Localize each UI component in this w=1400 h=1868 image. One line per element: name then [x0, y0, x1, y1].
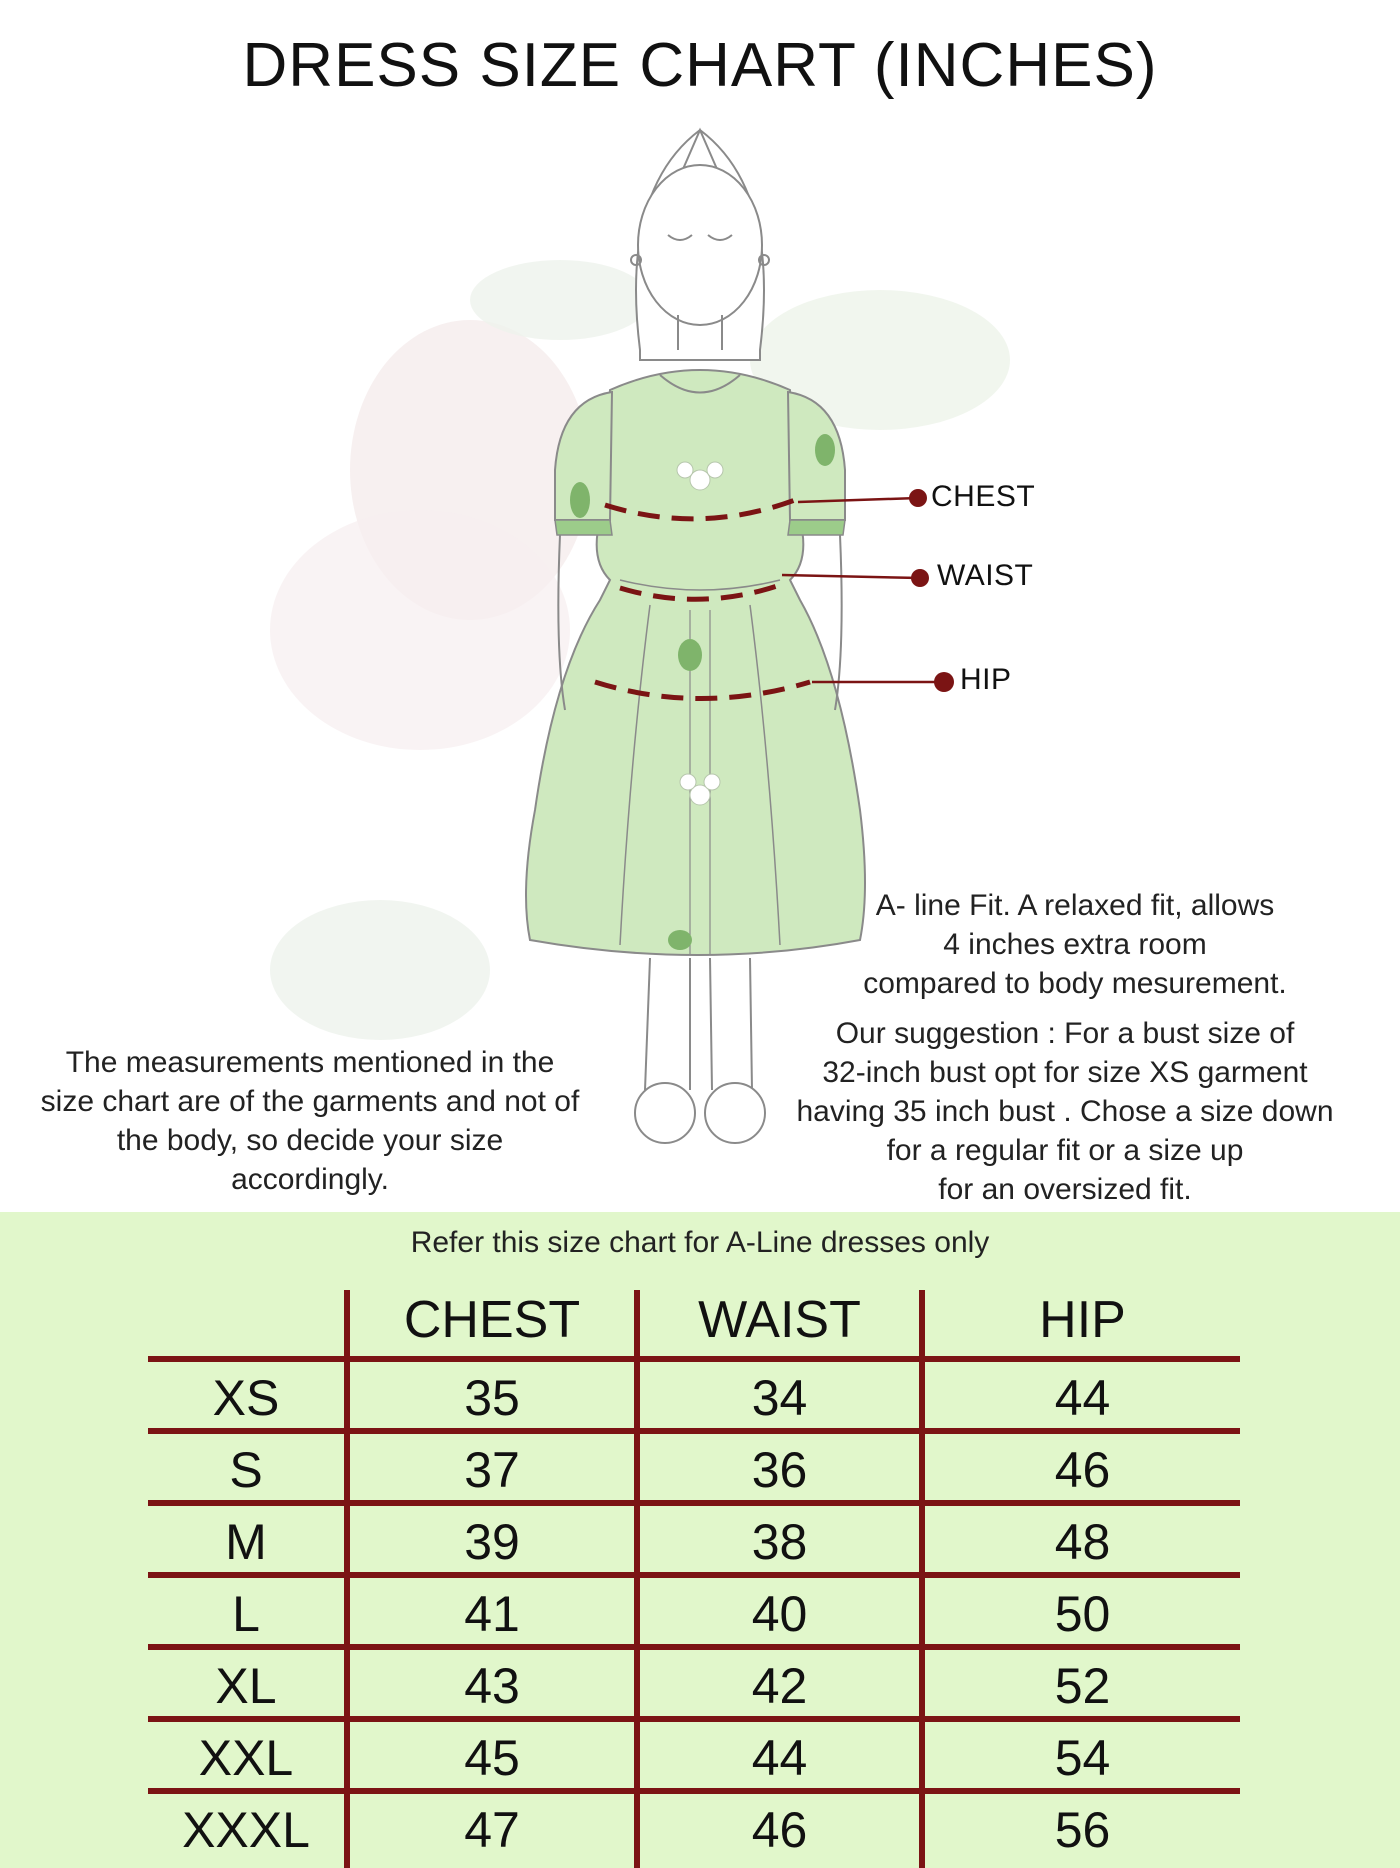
hip-cell: 46 — [1054, 1442, 1111, 1498]
chest-cell: 43 — [464, 1658, 520, 1714]
header-hip: HIP — [1039, 1291, 1126, 1349]
chest-cell: 45 — [464, 1730, 520, 1786]
hip-cell: 48 — [1054, 1514, 1111, 1570]
fit-note-line: A- line Fit. A relaxed fit, allows — [875, 889, 1275, 922]
hip-cell: 44 — [1054, 1370, 1111, 1426]
size-cell: XS — [212, 1370, 280, 1426]
measurement-note: The measurements mentioned in the size chart are of the garments and not of the body, so decide your size accordingly. — [40, 1046, 580, 1196]
size-cell: XL — [215, 1658, 277, 1714]
chest-cell: 35 — [464, 1370, 520, 1426]
page-title: DRESS SIZE CHART (INCHES) — [242, 31, 1158, 100]
hip-label: HIP — [960, 663, 1012, 696]
waist-cell: 36 — [751, 1442, 808, 1498]
waist-label: WAIST — [937, 559, 1034, 592]
suggestion-note-line: having 35 inch bust . Chose a size down — [796, 1095, 1334, 1128]
fit-note — [800, 886, 1350, 1003]
hip-cell: 54 — [1054, 1730, 1111, 1786]
waist-cell: 40 — [751, 1586, 808, 1642]
waist-cell: 44 — [751, 1730, 808, 1786]
size-table — [148, 1274, 1240, 1868]
waist-cell: 34 — [751, 1370, 808, 1426]
waist-cell: 38 — [751, 1514, 808, 1570]
suggestion-note-line: for a regular fit or a size up — [886, 1134, 1244, 1167]
fit-note-line: 4 inches extra room — [943, 928, 1207, 961]
chest-cell: 47 — [464, 1802, 520, 1858]
header-waist: WAIST — [698, 1291, 861, 1349]
hip-cell: 50 — [1054, 1586, 1111, 1642]
suggestion-note-line: Our suggestion : For a bust size of — [835, 1017, 1295, 1050]
chart-subtitle: Refer this size chart for A-Line dresses only — [410, 1226, 990, 1259]
hip-cell: 56 — [1054, 1802, 1111, 1858]
waist-cell: 42 — [751, 1658, 808, 1714]
size-cell: S — [229, 1442, 263, 1498]
suggestion-note-line: 32-inch bust opt for size XS garment — [822, 1056, 1308, 1089]
size-cell: M — [225, 1514, 267, 1570]
size-cell: XXXL — [182, 1802, 310, 1858]
waist-cell: 46 — [751, 1802, 808, 1858]
chest-label: CHEST — [931, 480, 1036, 513]
header-chest: CHEST — [403, 1291, 581, 1349]
chest-cell: 41 — [464, 1586, 520, 1642]
size-cell: XXL — [198, 1730, 294, 1786]
suggestion-note-line: for an oversized fit. — [938, 1173, 1192, 1206]
size-cell: L — [232, 1586, 260, 1642]
suggestion-note — [745, 1014, 1385, 1209]
fit-note-line: compared to body mesurement. — [863, 967, 1287, 1000]
size-chart-panel — [0, 1212, 1400, 1868]
chest-cell: 39 — [464, 1514, 520, 1570]
hip-cell: 52 — [1054, 1658, 1111, 1714]
chest-cell: 37 — [464, 1442, 520, 1498]
